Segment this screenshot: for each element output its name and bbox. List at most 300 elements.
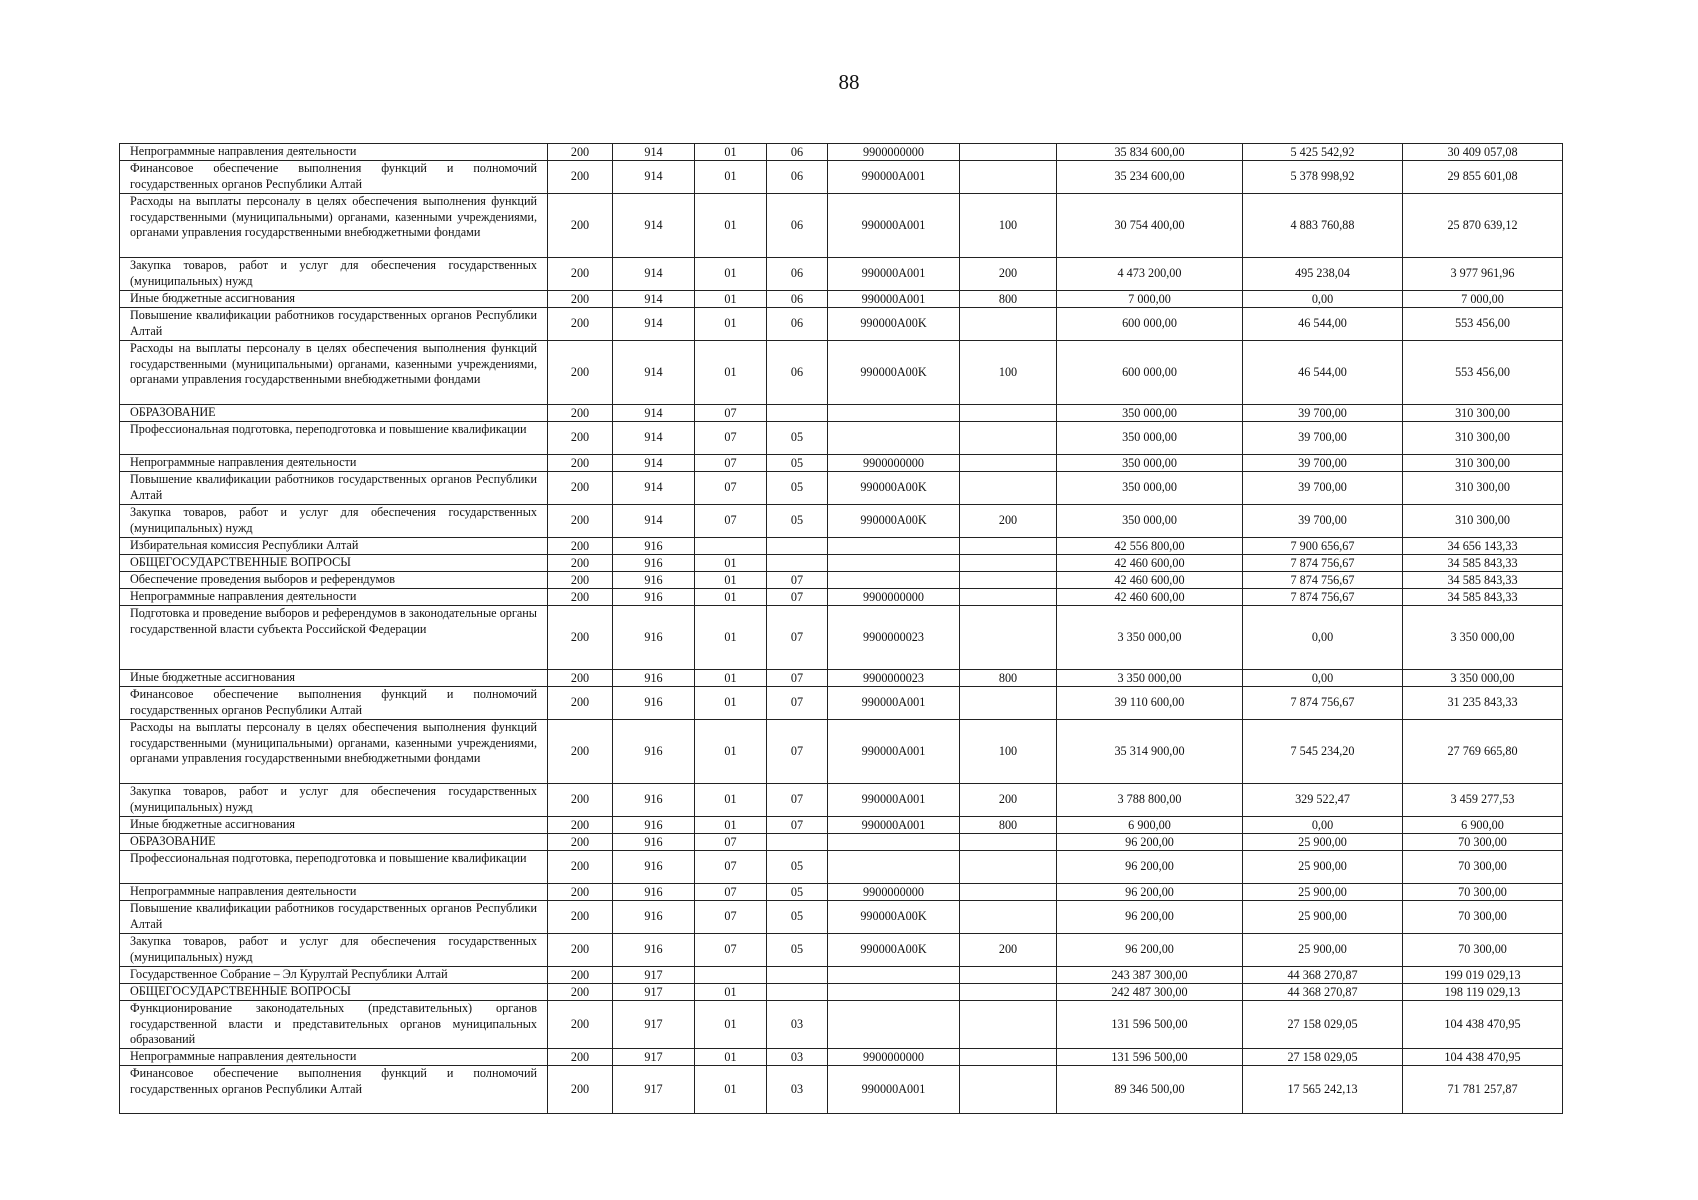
row-code-subsection	[767, 984, 828, 1001]
row-code-expense-type: 200	[960, 505, 1057, 538]
row-code-expense-type	[960, 555, 1057, 572]
row-code-section: 01	[695, 341, 767, 405]
row-code-target	[828, 834, 960, 851]
table-row	[120, 967, 1563, 984]
row-code-expense-type	[960, 834, 1057, 851]
row-code-target: 990000A00K	[828, 505, 960, 538]
row-code-ministry-group: 200	[548, 817, 613, 834]
row-value-remaining: 3 459 277,53	[1403, 784, 1563, 817]
row-code-section: 01	[695, 1001, 767, 1049]
table-row	[120, 144, 1563, 161]
row-code-ministry: 914	[613, 161, 695, 194]
row-code-subsection	[767, 405, 828, 422]
row-name: Непрограммные направления деятельности	[120, 884, 548, 901]
row-code-expense-type	[960, 455, 1057, 472]
row-name: Закупка товаров, работ и услуг для обеспечения государственных (муниципальных) нужд	[120, 258, 548, 291]
row-value-executed: 39 700,00	[1243, 422, 1403, 455]
row-code-subsection	[767, 555, 828, 572]
row-code-expense-type: 200	[960, 934, 1057, 967]
row-code-ministry-group: 200	[548, 144, 613, 161]
row-code-section: 01	[695, 144, 767, 161]
row-code-expense-type	[960, 1049, 1057, 1066]
row-code-section	[695, 967, 767, 984]
row-code-subsection	[767, 538, 828, 555]
row-code-ministry: 916	[613, 720, 695, 784]
row-value-plan: 350 000,00	[1057, 505, 1243, 538]
row-name: Финансовое обеспечение выполнения функций и полномочий государственных органов Республики Алтай	[120, 1066, 548, 1114]
row-code-ministry: 916	[613, 687, 695, 720]
row-code-target	[828, 1001, 960, 1049]
row-code-ministry-group: 200	[548, 538, 613, 555]
row-value-plan: 96 200,00	[1057, 934, 1243, 967]
row-code-ministry-group: 200	[548, 670, 613, 687]
row-code-expense-type: 200	[960, 784, 1057, 817]
row-code-section: 07	[695, 405, 767, 422]
table-row	[120, 687, 1563, 720]
row-code-ministry-group: 200	[548, 572, 613, 589]
table-row	[120, 589, 1563, 606]
row-code-subsection: 07	[767, 606, 828, 670]
row-value-remaining: 310 300,00	[1403, 505, 1563, 538]
table-row	[120, 901, 1563, 934]
budget-table	[119, 143, 1563, 1114]
row-value-remaining: 30 409 057,08	[1403, 144, 1563, 161]
row-code-expense-type	[960, 538, 1057, 555]
row-value-plan: 96 200,00	[1057, 884, 1243, 901]
row-value-remaining: 6 900,00	[1403, 817, 1563, 834]
row-name: Государственное Собрание – Эл Курултай Республики Алтай	[120, 967, 548, 984]
row-code-ministry-group: 200	[548, 555, 613, 572]
row-code-expense-type	[960, 589, 1057, 606]
row-name: Иные бюджетные ассигнования	[120, 291, 548, 308]
table-row	[120, 851, 1563, 884]
row-code-ministry-group: 200	[548, 967, 613, 984]
row-value-plan: 350 000,00	[1057, 455, 1243, 472]
row-code-expense-type: 800	[960, 670, 1057, 687]
row-value-executed: 44 368 270,87	[1243, 984, 1403, 1001]
table-row	[120, 720, 1563, 784]
row-code-target: 9900000000	[828, 1049, 960, 1066]
row-value-plan: 350 000,00	[1057, 422, 1243, 455]
row-code-expense-type	[960, 606, 1057, 670]
row-code-subsection: 06	[767, 291, 828, 308]
row-code-expense-type: 100	[960, 720, 1057, 784]
row-code-target: 990000A00K	[828, 308, 960, 341]
table-row	[120, 1066, 1563, 1114]
table-row	[120, 291, 1563, 308]
row-code-subsection	[767, 967, 828, 984]
row-value-plan: 3 350 000,00	[1057, 606, 1243, 670]
row-value-executed: 39 700,00	[1243, 405, 1403, 422]
row-name: Иные бюджетные ассигнования	[120, 670, 548, 687]
row-code-section: 07	[695, 834, 767, 851]
row-value-plan: 243 387 300,00	[1057, 967, 1243, 984]
row-code-section: 07	[695, 455, 767, 472]
row-code-expense-type	[960, 422, 1057, 455]
row-value-executed: 4 883 760,88	[1243, 194, 1403, 258]
row-code-target: 990000A001	[828, 161, 960, 194]
row-code-expense-type	[960, 984, 1057, 1001]
row-code-ministry-group: 200	[548, 422, 613, 455]
row-code-subsection: 07	[767, 817, 828, 834]
row-code-target: 990000A001	[828, 194, 960, 258]
table-row	[120, 472, 1563, 505]
row-name: Повышение квалификации работников государственных органов Республики Алтай	[120, 472, 548, 505]
row-code-ministry: 916	[613, 851, 695, 884]
row-value-executed: 46 544,00	[1243, 308, 1403, 341]
row-code-expense-type	[960, 687, 1057, 720]
row-value-executed: 0,00	[1243, 670, 1403, 687]
row-code-ministry: 916	[613, 884, 695, 901]
row-value-plan: 30 754 400,00	[1057, 194, 1243, 258]
table-row	[120, 341, 1563, 405]
row-code-section: 01	[695, 1066, 767, 1114]
row-code-section	[695, 538, 767, 555]
row-value-remaining: 70 300,00	[1403, 851, 1563, 884]
row-name: Функционирование законодательных (представительных) органов государственной власти и представительных органов муниципальных образований	[120, 1001, 548, 1049]
row-code-ministry: 914	[613, 144, 695, 161]
table-row	[120, 422, 1563, 455]
row-name: Расходы на выплаты персоналу в целях обеспечения выполнения функций государственными (муниципальными) органами, казенными учреждениями, органами управления государственными внебюджетными фондами	[120, 341, 548, 405]
row-code-ministry-group: 200	[548, 834, 613, 851]
row-code-target: 990000A00K	[828, 472, 960, 505]
row-code-expense-type	[960, 851, 1057, 884]
row-value-remaining: 104 438 470,95	[1403, 1049, 1563, 1066]
row-code-subsection: 06	[767, 258, 828, 291]
row-value-plan: 42 460 600,00	[1057, 572, 1243, 589]
row-code-target: 9900000000	[828, 455, 960, 472]
row-code-section: 07	[695, 472, 767, 505]
row-value-plan: 42 460 600,00	[1057, 589, 1243, 606]
row-code-target	[828, 984, 960, 1001]
row-code-section: 01	[695, 258, 767, 291]
row-value-remaining: 7 000,00	[1403, 291, 1563, 308]
row-code-ministry: 916	[613, 834, 695, 851]
row-value-plan: 42 556 800,00	[1057, 538, 1243, 555]
row-value-remaining: 70 300,00	[1403, 901, 1563, 934]
row-value-plan: 242 487 300,00	[1057, 984, 1243, 1001]
row-value-executed: 329 522,47	[1243, 784, 1403, 817]
row-code-ministry: 916	[613, 934, 695, 967]
row-code-target	[828, 405, 960, 422]
table-row	[120, 670, 1563, 687]
row-name: Расходы на выплаты персоналу в целях обеспечения выполнения функций государственными (муниципальными) органами, казенными учреждениями, органами управления государственными внебюджетными фондами	[120, 194, 548, 258]
row-value-executed: 46 544,00	[1243, 341, 1403, 405]
row-code-ministry: 916	[613, 538, 695, 555]
row-code-subsection: 06	[767, 161, 828, 194]
row-code-ministry: 916	[613, 817, 695, 834]
row-code-target: 990000A001	[828, 687, 960, 720]
row-code-subsection: 07	[767, 589, 828, 606]
row-code-ministry: 917	[613, 984, 695, 1001]
row-code-ministry-group: 200	[548, 1001, 613, 1049]
row-code-target: 9900000000	[828, 144, 960, 161]
row-code-subsection: 07	[767, 720, 828, 784]
row-value-remaining: 31 235 843,33	[1403, 687, 1563, 720]
row-code-subsection: 05	[767, 472, 828, 505]
row-code-target	[828, 538, 960, 555]
row-name: ОБЩЕГОСУДАРСТВЕННЫЕ ВОПРОСЫ	[120, 555, 548, 572]
row-code-target: 990000A001	[828, 1066, 960, 1114]
row-code-ministry: 914	[613, 455, 695, 472]
row-code-ministry-group: 200	[548, 784, 613, 817]
row-code-ministry: 916	[613, 572, 695, 589]
row-code-target: 990000A001	[828, 720, 960, 784]
row-value-plan: 600 000,00	[1057, 308, 1243, 341]
row-code-subsection: 07	[767, 687, 828, 720]
row-code-ministry-group: 200	[548, 934, 613, 967]
row-value-remaining: 3 977 961,96	[1403, 258, 1563, 291]
row-code-subsection: 05	[767, 901, 828, 934]
row-name: Расходы на выплаты персоналу в целях обеспечения выполнения функций государственными (муниципальными) органами, казенными учреждениями, органами управления государственными внебюджетными фондами	[120, 720, 548, 784]
row-code-section: 07	[695, 884, 767, 901]
row-code-ministry: 914	[613, 258, 695, 291]
row-value-executed: 0,00	[1243, 817, 1403, 834]
row-code-section: 01	[695, 589, 767, 606]
row-value-plan: 6 900,00	[1057, 817, 1243, 834]
table-row	[120, 572, 1563, 589]
row-code-target: 990000A001	[828, 258, 960, 291]
row-value-executed: 25 900,00	[1243, 901, 1403, 934]
row-value-executed: 27 158 029,05	[1243, 1001, 1403, 1049]
row-code-target: 990000A001	[828, 817, 960, 834]
row-name: Профессиональная подготовка, переподготовка и повышение квалификации	[120, 851, 548, 884]
row-code-expense-type	[960, 884, 1057, 901]
row-value-executed: 7 545 234,20	[1243, 720, 1403, 784]
row-code-ministry-group: 200	[548, 984, 613, 1001]
row-value-executed: 7 900 656,67	[1243, 538, 1403, 555]
row-value-remaining: 310 300,00	[1403, 472, 1563, 505]
row-value-plan: 350 000,00	[1057, 405, 1243, 422]
row-value-remaining: 310 300,00	[1403, 455, 1563, 472]
row-code-ministry-group: 200	[548, 455, 613, 472]
row-code-section: 07	[695, 505, 767, 538]
row-code-section: 01	[695, 161, 767, 194]
row-code-expense-type	[960, 1001, 1057, 1049]
row-code-subsection: 03	[767, 1066, 828, 1114]
row-code-expense-type	[960, 572, 1057, 589]
row-name: Повышение квалификации работников государственных органов Республики Алтай	[120, 901, 548, 934]
row-code-ministry-group: 200	[548, 308, 613, 341]
row-value-remaining: 34 585 843,33	[1403, 555, 1563, 572]
row-name: Финансовое обеспечение выполнения функций и полномочий государственных органов Республики Алтай	[120, 161, 548, 194]
row-value-executed: 25 900,00	[1243, 884, 1403, 901]
row-value-remaining: 29 855 601,08	[1403, 161, 1563, 194]
row-value-remaining: 198 119 029,13	[1403, 984, 1563, 1001]
row-name: Непрограммные направления деятельности	[120, 144, 548, 161]
row-value-executed: 25 900,00	[1243, 934, 1403, 967]
budget-table-body	[120, 144, 1563, 1114]
row-code-section: 01	[695, 194, 767, 258]
table-row	[120, 1001, 1563, 1049]
row-value-plan: 600 000,00	[1057, 341, 1243, 405]
table-row	[120, 405, 1563, 422]
row-value-plan: 42 460 600,00	[1057, 555, 1243, 572]
table-row	[120, 161, 1563, 194]
row-code-ministry: 914	[613, 308, 695, 341]
table-row	[120, 505, 1563, 538]
row-code-ministry-group: 200	[548, 1049, 613, 1066]
row-code-ministry: 914	[613, 291, 695, 308]
row-code-subsection: 06	[767, 308, 828, 341]
row-code-target: 990000A001	[828, 784, 960, 817]
row-value-remaining: 25 870 639,12	[1403, 194, 1563, 258]
row-name: Закупка товаров, работ и услуг для обеспечения государственных (муниципальных) нужд	[120, 505, 548, 538]
row-name: Профессиональная подготовка, переподготовка и повышение квалификации	[120, 422, 548, 455]
row-value-executed: 0,00	[1243, 606, 1403, 670]
table-row	[120, 308, 1563, 341]
row-value-remaining: 71 781 257,87	[1403, 1066, 1563, 1114]
row-code-expense-type	[960, 308, 1057, 341]
row-code-subsection: 05	[767, 422, 828, 455]
row-code-section: 01	[695, 784, 767, 817]
row-value-executed: 5 425 542,92	[1243, 144, 1403, 161]
row-code-section: 01	[695, 687, 767, 720]
row-code-expense-type: 200	[960, 258, 1057, 291]
row-value-remaining: 310 300,00	[1403, 422, 1563, 455]
row-code-section: 01	[695, 670, 767, 687]
row-name: Непрограммные направления деятельности	[120, 1049, 548, 1066]
row-value-executed: 44 368 270,87	[1243, 967, 1403, 984]
row-code-ministry-group: 200	[548, 606, 613, 670]
row-name: Обеспечение проведения выборов и референдумов	[120, 572, 548, 589]
row-value-plan: 7 000,00	[1057, 291, 1243, 308]
row-value-executed: 5 378 998,92	[1243, 161, 1403, 194]
row-code-section: 01	[695, 984, 767, 1001]
row-code-ministry-group: 200	[548, 341, 613, 405]
row-code-ministry-group: 200	[548, 687, 613, 720]
row-code-ministry-group: 200	[548, 194, 613, 258]
row-code-subsection: 07	[767, 572, 828, 589]
row-code-ministry-group: 200	[548, 405, 613, 422]
row-code-expense-type	[960, 901, 1057, 934]
table-row	[120, 984, 1563, 1001]
row-value-remaining: 3 350 000,00	[1403, 606, 1563, 670]
row-code-ministry: 914	[613, 405, 695, 422]
row-code-ministry-group: 200	[548, 720, 613, 784]
row-code-ministry-group: 200	[548, 851, 613, 884]
row-code-subsection: 07	[767, 670, 828, 687]
row-name: ОБРАЗОВАНИЕ	[120, 405, 548, 422]
row-code-ministry: 917	[613, 1066, 695, 1114]
row-code-target	[828, 555, 960, 572]
row-value-executed: 25 900,00	[1243, 834, 1403, 851]
row-value-remaining: 34 585 843,33	[1403, 572, 1563, 589]
row-name: Закупка товаров, работ и услуг для обеспечения государственных (муниципальных) нужд	[120, 784, 548, 817]
row-code-ministry: 916	[613, 670, 695, 687]
row-code-subsection: 05	[767, 934, 828, 967]
row-code-expense-type	[960, 1066, 1057, 1114]
row-value-plan: 96 200,00	[1057, 901, 1243, 934]
row-code-ministry: 914	[613, 505, 695, 538]
table-row	[120, 555, 1563, 572]
row-value-plan: 35 234 600,00	[1057, 161, 1243, 194]
row-code-expense-type: 100	[960, 194, 1057, 258]
row-code-section: 01	[695, 817, 767, 834]
row-value-plan: 350 000,00	[1057, 472, 1243, 505]
row-code-section: 07	[695, 422, 767, 455]
table-row	[120, 606, 1563, 670]
row-value-remaining: 27 769 665,80	[1403, 720, 1563, 784]
row-value-executed: 7 874 756,67	[1243, 555, 1403, 572]
row-code-ministry-group: 200	[548, 472, 613, 505]
row-code-ministry-group: 200	[548, 884, 613, 901]
row-value-remaining: 553 456,00	[1403, 308, 1563, 341]
row-name: ОБЩЕГОСУДАРСТВЕННЫЕ ВОПРОСЫ	[120, 984, 548, 1001]
row-value-remaining: 310 300,00	[1403, 405, 1563, 422]
row-value-remaining: 104 438 470,95	[1403, 1001, 1563, 1049]
row-code-expense-type	[960, 472, 1057, 505]
row-code-target: 9900000023	[828, 670, 960, 687]
row-code-ministry-group: 200	[548, 505, 613, 538]
row-name: Подготовка и проведение выборов и референдумов в законодательные органы государственной власти субъекта Российской Федерации	[120, 606, 548, 670]
row-value-remaining: 70 300,00	[1403, 934, 1563, 967]
row-code-section: 01	[695, 720, 767, 784]
table-row	[120, 784, 1563, 817]
row-value-plan: 35 834 600,00	[1057, 144, 1243, 161]
row-code-section: 07	[695, 851, 767, 884]
row-value-executed: 39 700,00	[1243, 505, 1403, 538]
row-value-executed: 7 874 756,67	[1243, 572, 1403, 589]
row-code-subsection: 06	[767, 144, 828, 161]
row-code-target	[828, 967, 960, 984]
row-code-subsection: 05	[767, 455, 828, 472]
row-code-ministry-group: 200	[548, 1066, 613, 1114]
row-value-remaining: 70 300,00	[1403, 884, 1563, 901]
row-value-executed: 27 158 029,05	[1243, 1049, 1403, 1066]
row-code-ministry-group: 200	[548, 291, 613, 308]
row-value-executed: 39 700,00	[1243, 472, 1403, 505]
row-value-remaining: 3 350 000,00	[1403, 670, 1563, 687]
row-code-expense-type	[960, 967, 1057, 984]
row-code-subsection: 03	[767, 1001, 828, 1049]
row-code-ministry-group: 200	[548, 901, 613, 934]
row-code-subsection: 05	[767, 884, 828, 901]
row-code-section: 01	[695, 572, 767, 589]
row-code-subsection: 05	[767, 851, 828, 884]
row-value-executed: 25 900,00	[1243, 851, 1403, 884]
row-code-expense-type	[960, 144, 1057, 161]
row-code-section: 01	[695, 308, 767, 341]
row-value-remaining: 553 456,00	[1403, 341, 1563, 405]
row-name: Непрограммные направления деятельности	[120, 455, 548, 472]
row-code-ministry: 914	[613, 194, 695, 258]
row-code-target: 990000A00K	[828, 901, 960, 934]
row-value-executed: 39 700,00	[1243, 455, 1403, 472]
row-code-ministry: 917	[613, 967, 695, 984]
table-row	[120, 258, 1563, 291]
row-code-subsection	[767, 834, 828, 851]
row-code-ministry: 914	[613, 341, 695, 405]
row-code-target: 9900000000	[828, 589, 960, 606]
row-code-target: 990000A00K	[828, 341, 960, 405]
row-value-plan: 3 350 000,00	[1057, 670, 1243, 687]
row-code-expense-type	[960, 405, 1057, 422]
row-code-expense-type	[960, 161, 1057, 194]
row-code-target	[828, 572, 960, 589]
row-value-executed: 17 565 242,13	[1243, 1066, 1403, 1114]
row-code-subsection: 07	[767, 784, 828, 817]
page-number: 88	[838, 70, 860, 94]
row-value-plan: 39 110 600,00	[1057, 687, 1243, 720]
row-code-ministry-group: 200	[548, 258, 613, 291]
row-value-remaining: 70 300,00	[1403, 834, 1563, 851]
row-code-section: 01	[695, 555, 767, 572]
row-code-section: 01	[695, 1049, 767, 1066]
table-row	[120, 194, 1563, 258]
row-value-executed: 0,00	[1243, 291, 1403, 308]
row-code-section: 07	[695, 934, 767, 967]
